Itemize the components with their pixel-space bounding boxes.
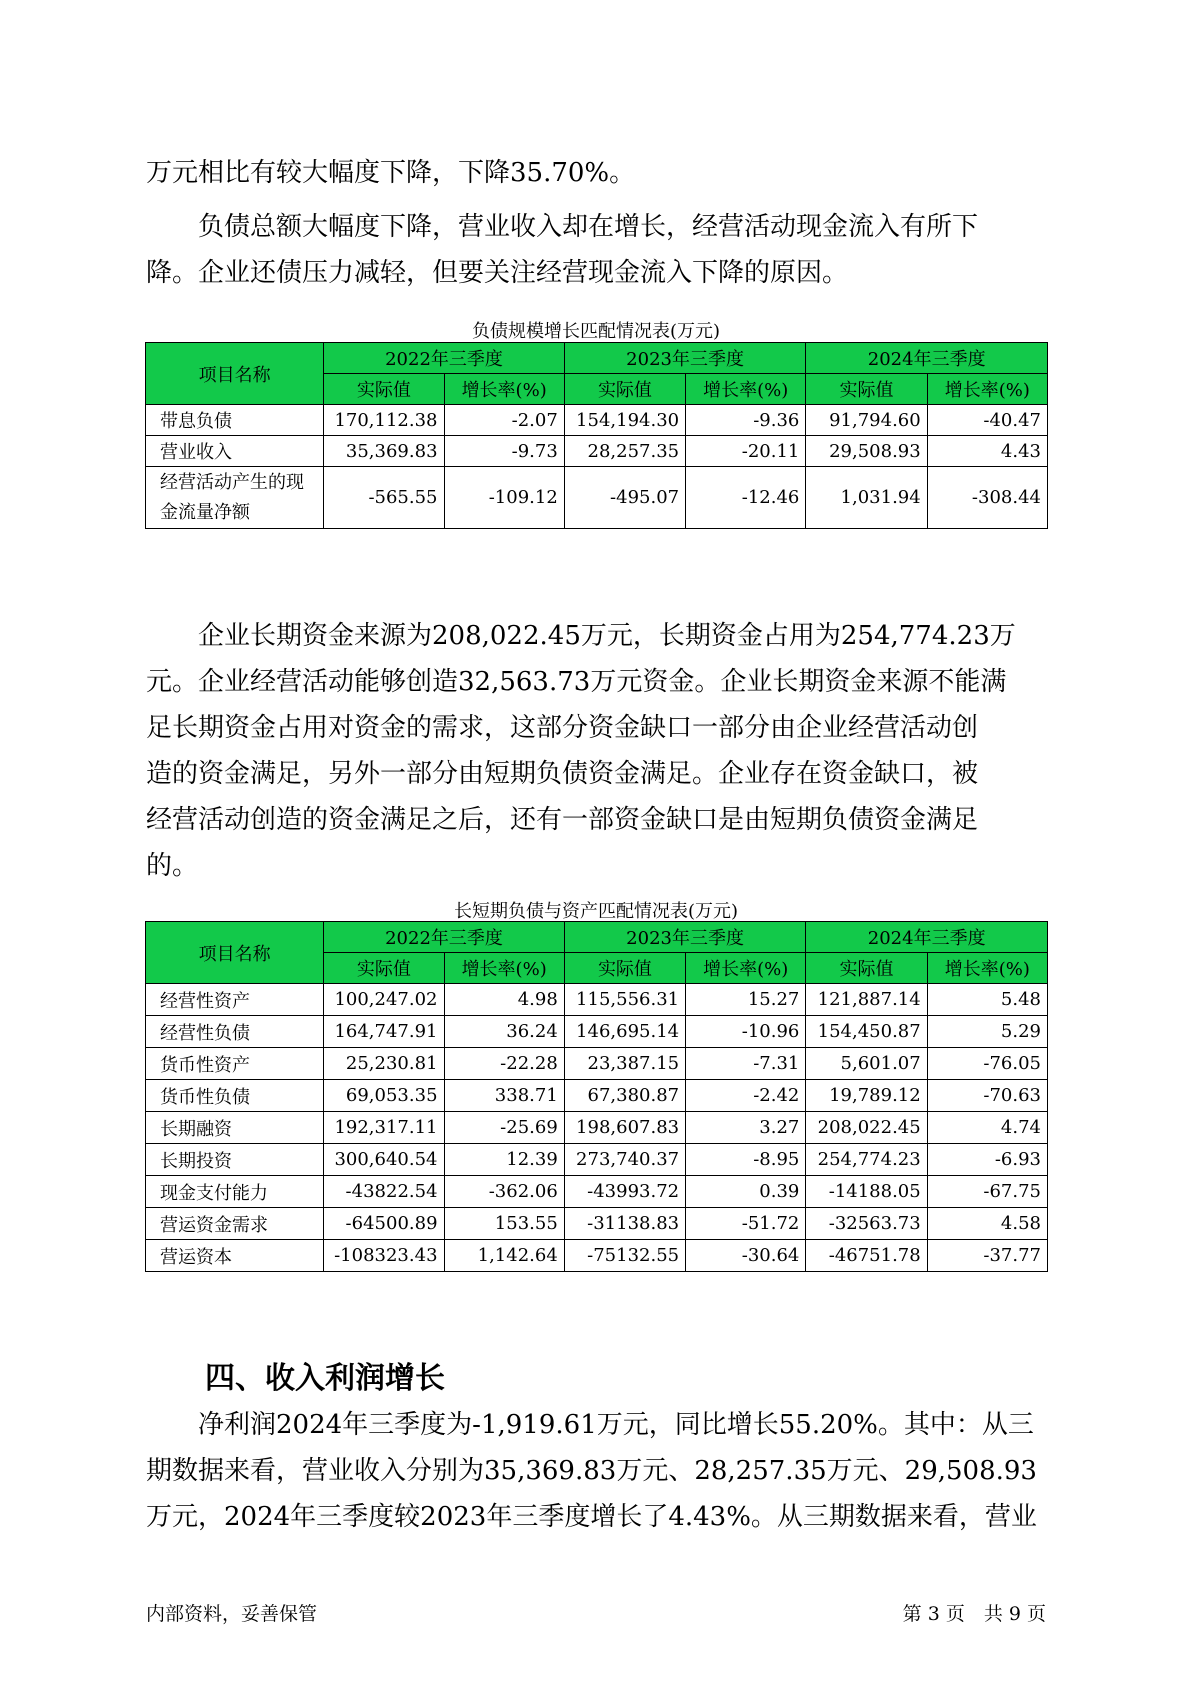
table-cell: 28,257.35 <box>564 436 685 467</box>
table-cell: -20.11 <box>686 436 806 467</box>
table-row <box>146 405 1048 436</box>
table-cell: 19,789.12 <box>806 1080 927 1112</box>
footer-page-number: 第 3 页 共 9 页 <box>902 1603 1046 1625</box>
table-cell: 154,450.87 <box>806 1016 927 1048</box>
paragraph-line: 企业长期资金来源为208,022.45万元，长期资金占用为254,774.23万 <box>146 621 1016 651</box>
table-row <box>146 984 1048 1016</box>
table-cell: 35,369.83 <box>324 436 444 467</box>
row-label: 长期融资 <box>146 1112 324 1144</box>
table-cell: -6.93 <box>927 1144 1047 1176</box>
paragraph-line: 元。企业经营活动能够创造32,563.73万元资金。企业长期资金来源不能满 <box>146 667 1007 697</box>
table-cell: -10.96 <box>686 1016 806 1048</box>
table-cell: 91,794.60 <box>806 405 927 436</box>
paragraph-line: 造的资金满足，另外一部分由短期负债资金满足。企业存在资金缺口，被 <box>146 759 979 789</box>
paragraph-line: 降。企业还债压力减轻，但要关注经营现金流入下降的原因。 <box>146 258 849 288</box>
row-label: 营运资金需求 <box>146 1208 324 1240</box>
table-cell: -9.36 <box>686 405 806 436</box>
table-cell: 15.27 <box>686 984 806 1016</box>
table-cell: 153.55 <box>444 1208 564 1240</box>
table-cell: 338.71 <box>444 1080 564 1112</box>
row-label: 营运资本 <box>146 1240 324 1272</box>
paragraph-line: 净利润2024年三季度为-1,919.61万元，同比增长55.20%。其中：从三 <box>146 1410 1034 1440</box>
table-row <box>146 1176 1048 1208</box>
growth-rate-header: 增长率(%) <box>927 374 1047 405</box>
table-cell: 254,774.23 <box>806 1144 927 1176</box>
table-cell: 273,740.37 <box>564 1144 685 1176</box>
table-cell: -12.46 <box>686 467 806 529</box>
table-cell: -565.55 <box>324 467 444 529</box>
table-cell: -30.64 <box>686 1240 806 1272</box>
actual-value-header: 实际值 <box>806 374 927 405</box>
table-cell: 4.58 <box>927 1208 1047 1240</box>
row-label: 现金支付能力 <box>146 1176 324 1208</box>
growth-rate-header: 增长率(%) <box>927 953 1047 984</box>
table-cell: -70.63 <box>927 1080 1047 1112</box>
table-cell: -51.72 <box>686 1208 806 1240</box>
table-cell: -362.06 <box>444 1176 564 1208</box>
table1-caption: 负债规模增长匹配情况表(万元) <box>471 321 721 342</box>
table-cell: -64500.89 <box>324 1208 444 1240</box>
table-cell: 25,230.81 <box>324 1048 444 1080</box>
table-cell: -32563.73 <box>806 1208 927 1240</box>
table-cell: -308.44 <box>927 467 1047 529</box>
table-cell: 69,053.35 <box>324 1080 444 1112</box>
table-cell: -108323.43 <box>324 1240 444 1272</box>
table-row <box>146 1240 1048 1272</box>
table-row <box>146 1080 1048 1112</box>
footer-confidential-note: 内部资料，妥善保管 <box>146 1603 318 1625</box>
table-cell: -2.07 <box>444 405 564 436</box>
table-cell: -7.31 <box>686 1048 806 1080</box>
period-header: 2024年三季度 <box>806 343 1048 374</box>
table-cell: 4.98 <box>444 984 564 1016</box>
table-row <box>146 436 1048 467</box>
table-cell: 5.29 <box>927 1016 1047 1048</box>
growth-rate-header: 增长率(%) <box>444 953 564 984</box>
growth-rate-header: 增长率(%) <box>444 374 564 405</box>
table-cell: -37.77 <box>927 1240 1047 1272</box>
actual-value-header: 实际值 <box>324 374 444 405</box>
actual-value-header: 实际值 <box>564 374 685 405</box>
table-cell: -31138.83 <box>564 1208 685 1240</box>
row-label: 货币性负债 <box>146 1080 324 1112</box>
table-cell: 170,112.38 <box>324 405 444 436</box>
asset-liability-match-table <box>145 921 1048 1272</box>
table-row <box>146 1016 1048 1048</box>
table-cell: -495.07 <box>564 467 685 529</box>
table-row <box>146 1048 1048 1080</box>
row-label: 经营活动产生的现金流量净额 <box>146 467 324 529</box>
table-cell: 192,317.11 <box>324 1112 444 1144</box>
table-cell: 5,601.07 <box>806 1048 927 1080</box>
funding-gap-paragraph <box>146 613 1046 889</box>
section-heading: 四、收入利润增长 <box>205 1361 445 1396</box>
table-cell: -43822.54 <box>324 1176 444 1208</box>
paragraph-line: 期数据来看，营业收入分别为35,369.83万元、28,257.35万元、29,508.93 <box>146 1456 1037 1486</box>
intro-paragraph <box>146 150 1046 196</box>
paragraph-line: 经营活动创造的资金满足之后，还有一部资金缺口是由短期负债资金满足 <box>146 805 979 835</box>
profit-growth-paragraph <box>146 1402 1046 1540</box>
paragraph-line: 万元相比有较大幅度下降，下降35.70%。 <box>146 158 636 188</box>
table-cell: 29,508.93 <box>806 436 927 467</box>
table-cell: 5.48 <box>927 984 1047 1016</box>
table-cell: -109.12 <box>444 467 564 529</box>
row-label: 货币性资产 <box>146 1048 324 1080</box>
growth-rate-header: 增长率(%) <box>686 953 806 984</box>
table-cell: 121,887.14 <box>806 984 927 1016</box>
table-cell: 4.74 <box>927 1112 1047 1144</box>
period-header: 2023年三季度 <box>564 343 806 374</box>
table-cell: 146,695.14 <box>564 1016 685 1048</box>
table2-caption: 长短期负债与资产匹配情况表(万元) <box>453 901 739 922</box>
table-cell: -43993.72 <box>564 1176 685 1208</box>
actual-value-header: 实际值 <box>324 953 444 984</box>
table-cell: -9.73 <box>444 436 564 467</box>
table-cell: 4.43 <box>927 436 1047 467</box>
table-cell: 115,556.31 <box>564 984 685 1016</box>
item-name-header: 项目名称 <box>146 343 324 405</box>
row-label: 营业收入 <box>146 436 324 467</box>
row-label: 带息负债 <box>146 405 324 436</box>
paragraph-line: 的。 <box>146 851 199 881</box>
liability-summary-paragraph <box>146 204 1046 296</box>
paragraph-line: 足长期资金占用对资金的需求，这部分资金缺口一部分由企业经营活动创 <box>146 713 979 743</box>
liability-growth-table <box>145 342 1048 529</box>
table-cell: -75132.55 <box>564 1240 685 1272</box>
paragraph-line: 万元，2024年三季度较2023年三季度增长了4.43%。从三期数据来看，营业 <box>146 1502 1037 1532</box>
table-cell: 300,640.54 <box>324 1144 444 1176</box>
table-cell: 100,247.02 <box>324 984 444 1016</box>
table-cell: -22.28 <box>444 1048 564 1080</box>
table-cell: -25.69 <box>444 1112 564 1144</box>
row-label: 经营性负债 <box>146 1016 324 1048</box>
table-cell: 1,031.94 <box>806 467 927 529</box>
period-header: 2022年三季度 <box>324 922 565 953</box>
table-cell: 154,194.30 <box>564 405 685 436</box>
table-cell: 1,142.64 <box>444 1240 564 1272</box>
table-cell: 36.24 <box>444 1016 564 1048</box>
table-cell: 208,022.45 <box>806 1112 927 1144</box>
period-header: 2024年三季度 <box>806 922 1048 953</box>
row-label: 经营性资产 <box>146 984 324 1016</box>
actual-value-header: 实际值 <box>806 953 927 984</box>
actual-value-header: 实际值 <box>564 953 685 984</box>
row-label: 长期投资 <box>146 1144 324 1176</box>
table-row <box>146 467 1048 529</box>
table-cell: -46751.78 <box>806 1240 927 1272</box>
table-cell: 67,380.87 <box>564 1080 685 1112</box>
table-cell: -67.75 <box>927 1176 1047 1208</box>
table-row <box>146 1144 1048 1176</box>
table-cell: -14188.05 <box>806 1176 927 1208</box>
table-cell: -2.42 <box>686 1080 806 1112</box>
table-row <box>146 1208 1048 1240</box>
period-header: 2023年三季度 <box>564 922 806 953</box>
table-cell: 0.39 <box>686 1176 806 1208</box>
table-cell: -40.47 <box>927 405 1047 436</box>
period-header: 2022年三季度 <box>324 343 565 374</box>
growth-rate-header: 增长率(%) <box>686 374 806 405</box>
table-cell: 12.39 <box>444 1144 564 1176</box>
item-name-header: 项目名称 <box>146 922 324 984</box>
table-cell: 198,607.83 <box>564 1112 685 1144</box>
table-cell: 164,747.91 <box>324 1016 444 1048</box>
table-cell: 23,387.15 <box>564 1048 685 1080</box>
table-cell: 3.27 <box>686 1112 806 1144</box>
table-cell: -76.05 <box>927 1048 1047 1080</box>
table-row <box>146 1112 1048 1144</box>
table-cell: -8.95 <box>686 1144 806 1176</box>
paragraph-line: 负债总额大幅度下降，营业收入却在增长，经营活动现金流入有所下 <box>146 212 979 242</box>
